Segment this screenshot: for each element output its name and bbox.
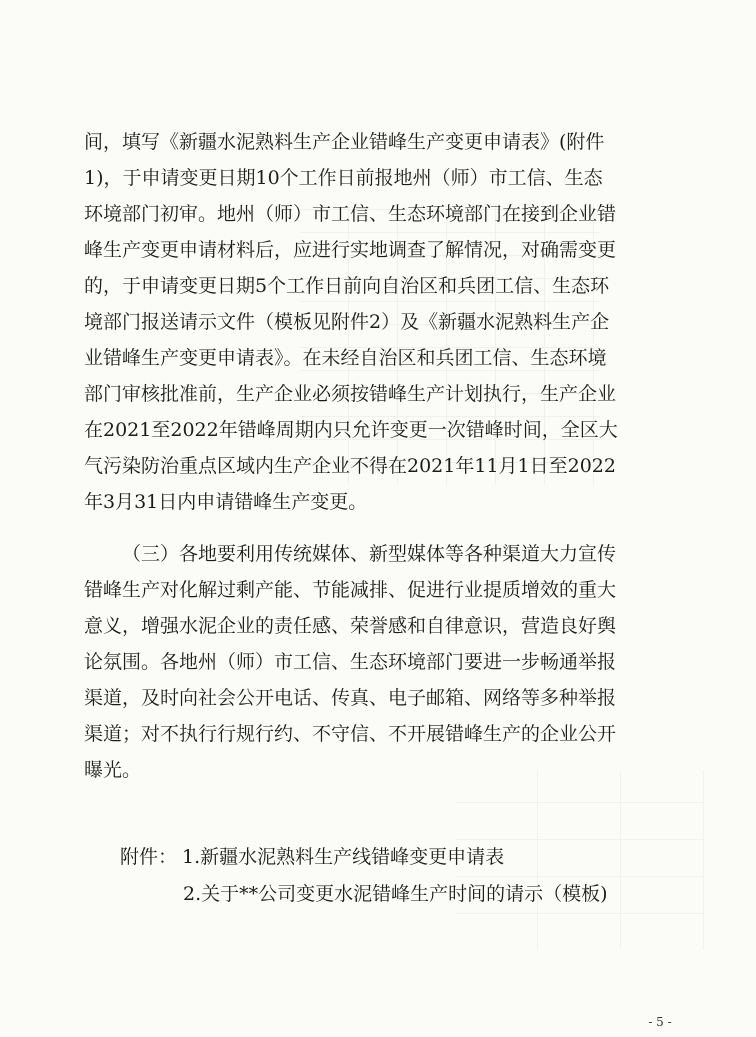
paragraph-line: 峰生产变更申请材料后，应进行实地调查了解情况，对确需变更 bbox=[84, 239, 617, 261]
attachment-item: 2.关于**公司变更水泥错峰生产时间的请示（模板) bbox=[183, 883, 608, 905]
paragraph-line: 年3月31日内申请错峰生产变更。 bbox=[84, 491, 368, 513]
paragraph-line: 部门审核批准前，生产企业必须按错峰生产计划执行，生产企业 bbox=[84, 383, 617, 405]
section-three-paragraph bbox=[84, 536, 674, 796]
paragraph-line: 业错峰生产变更申请表》。在未经自治区和兵团工信、生态环境 bbox=[84, 347, 607, 369]
paragraph-line: 1)，于申请变更日期10个工作日前报地州（师）市工信、生态 bbox=[84, 167, 603, 189]
attachment-item: 1.新疆水泥熟料生产线错峰变更申请表 bbox=[182, 846, 505, 868]
section-three-line: 渠道；对不执行行规行约、不守信、不开展错峰生产的企业公开 bbox=[84, 723, 617, 745]
page-number: - 5 - bbox=[648, 1015, 672, 1029]
section-three-line: （三）各地要利用传统媒体、新型媒体等各种渠道大力宣传 bbox=[122, 543, 617, 565]
attachments-label: 附件： bbox=[120, 846, 178, 868]
paragraph-line: 在2021至2022年错峰周期内只允许变更一次错峰时间，全区大 bbox=[84, 419, 618, 441]
section-three-line: 意义，增强水泥企业的责任感、荣誉感和自律意识，营造良好舆 bbox=[84, 615, 617, 637]
paragraph-line: 的，于申请变更日期5个工作日前向自治区和兵团工信、生态环 bbox=[84, 275, 610, 297]
section-three-line: 渠道，及时向社会公开电话、传真、电子邮箱、网络等多种举报 bbox=[84, 687, 617, 709]
paragraph-line: 间，填写《新疆水泥熟料生产企业错峰生产变更申请表》(附件 bbox=[84, 131, 605, 153]
paragraph-line: 境部门报送请示文件（模板见附件2）及《新疆水泥熟料生产企 bbox=[84, 311, 610, 333]
paragraph-line: 气污染防治重点区域内生产企业不得在2021年11月1日至2022 bbox=[84, 455, 616, 477]
section-three-line: 错峰生产对化解过剩产能、节能减排、促进行业提质增效的重大 bbox=[84, 579, 617, 601]
section-three-line: 论氛围。各地州（师）市工信、生态环境部门要进一步畅通举报 bbox=[84, 651, 617, 673]
paragraph-line: 环境部门初审。地州（师）市工信、生态环境部门在接到企业错 bbox=[84, 203, 617, 225]
section-three-line: 曝光。 bbox=[84, 759, 142, 781]
main-paragraph bbox=[84, 124, 674, 524]
